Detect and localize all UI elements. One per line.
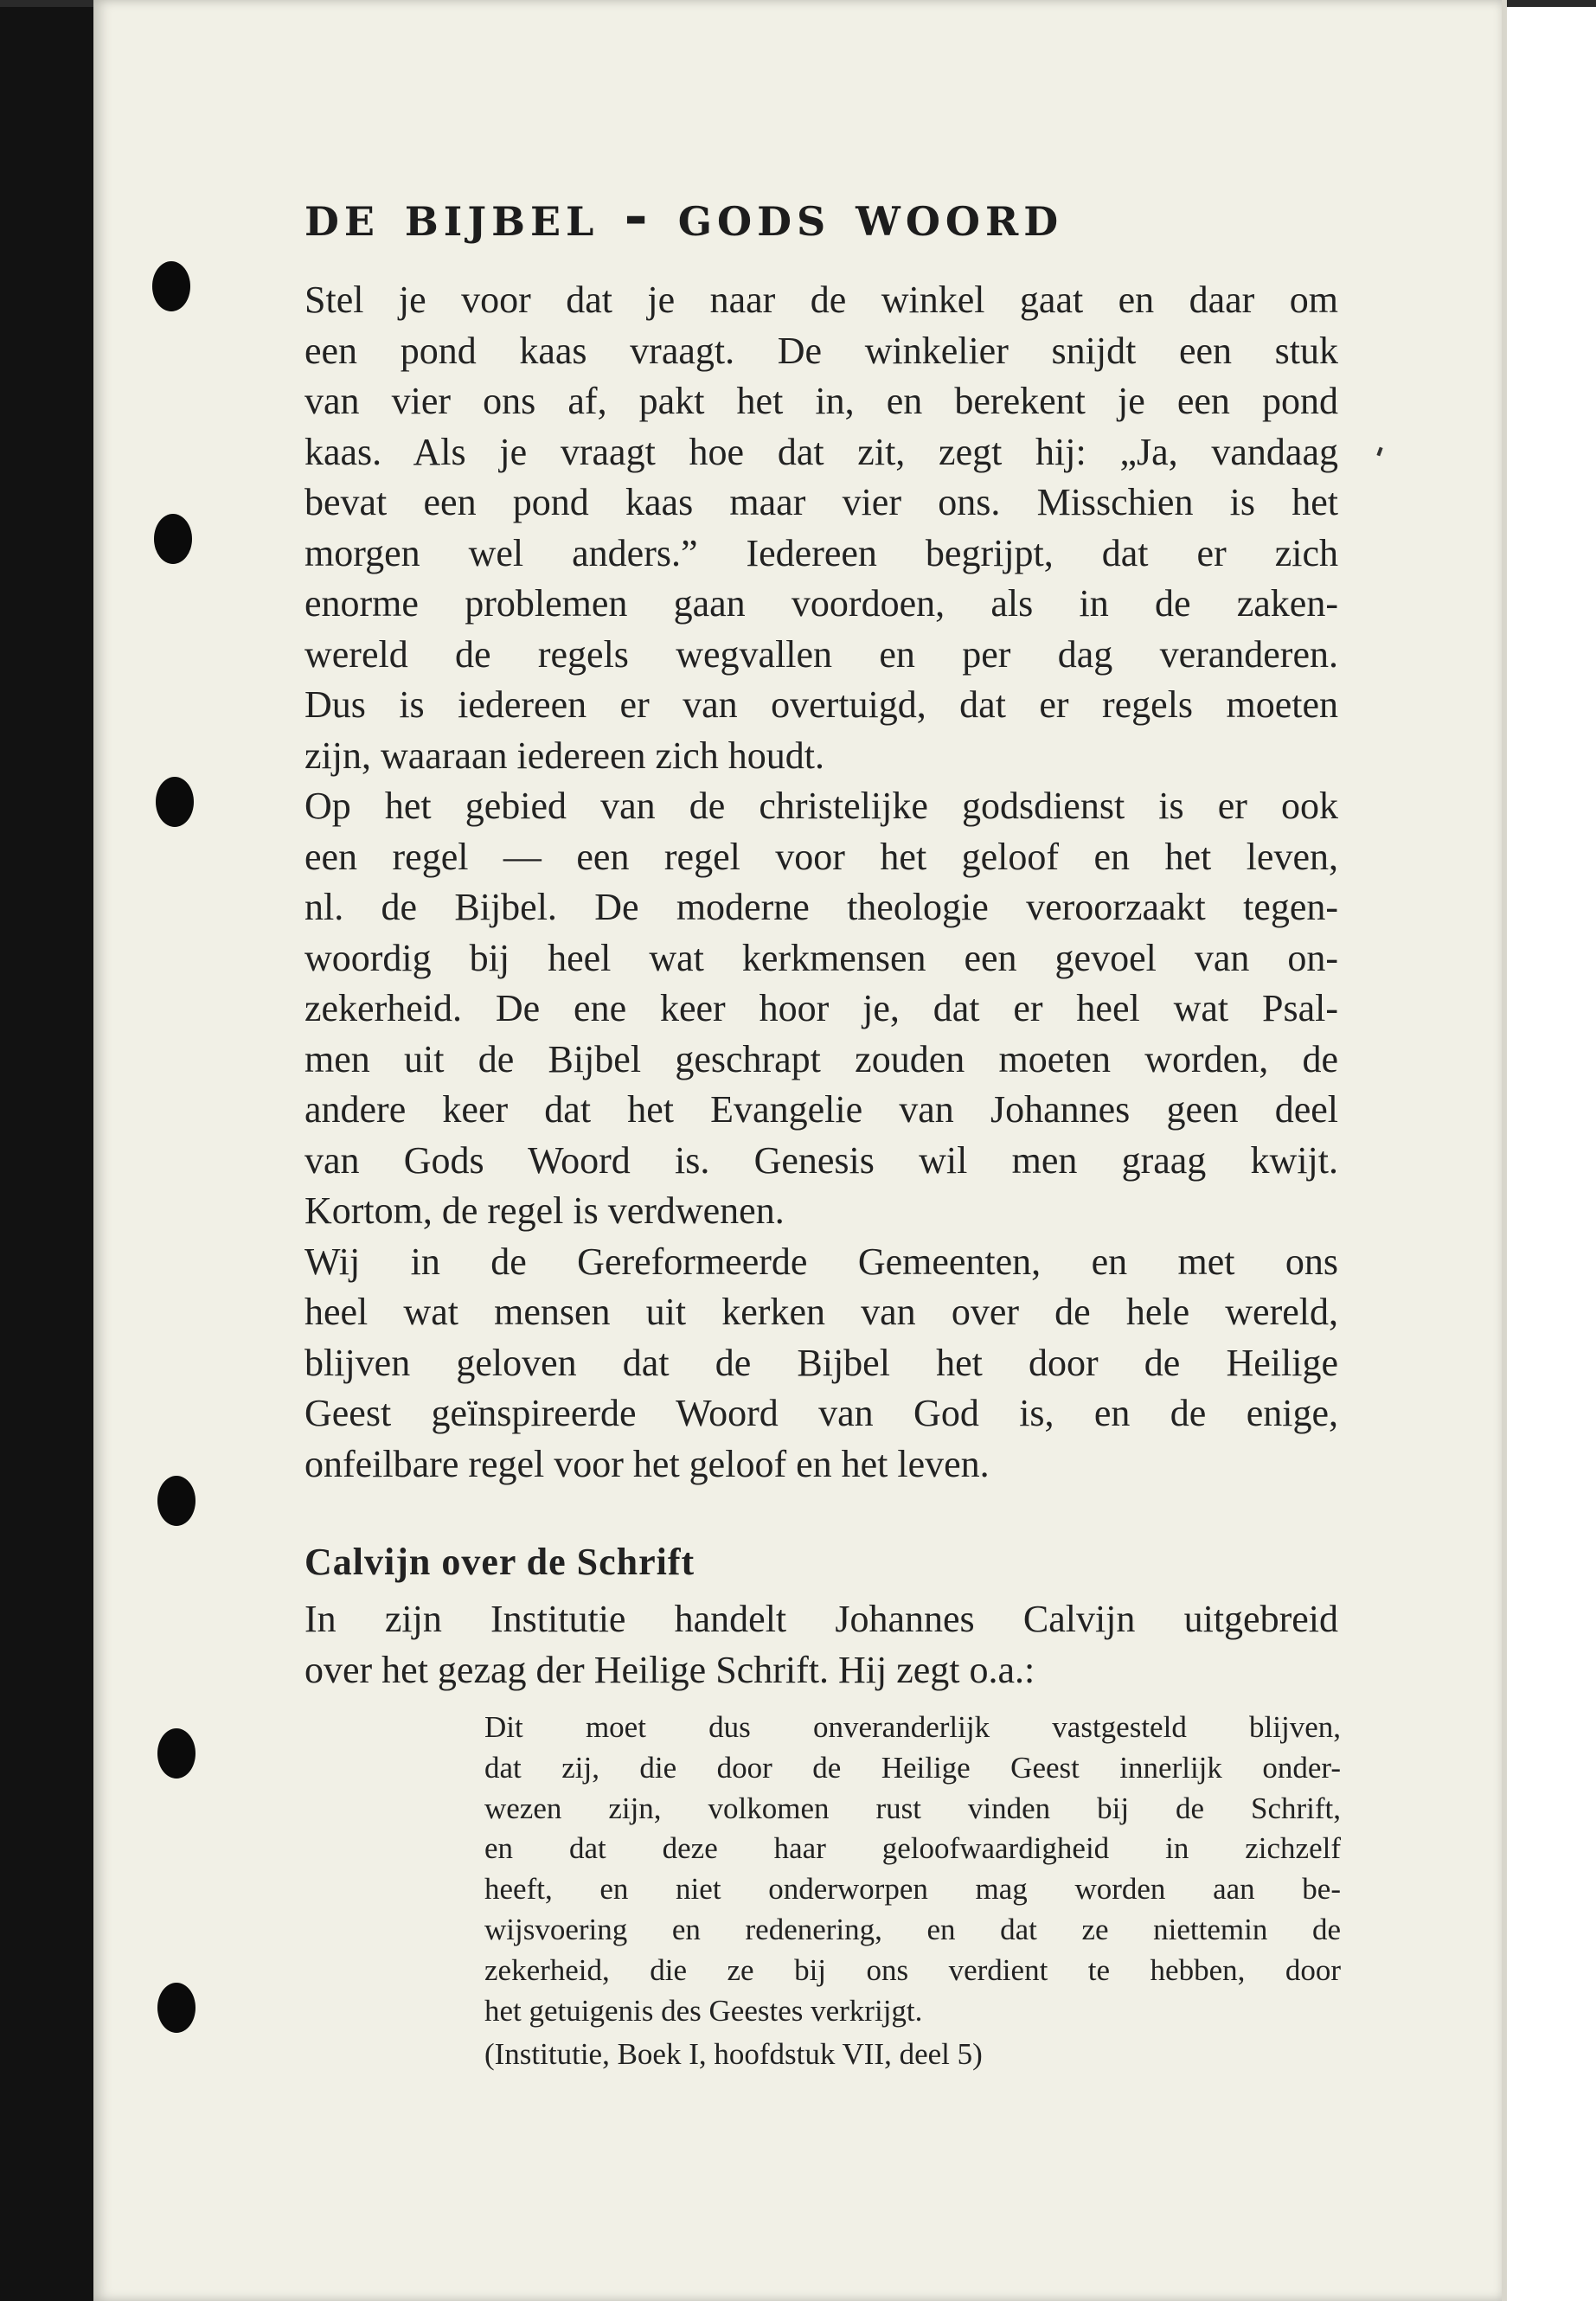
text-line: Wij in de Gereformeerde Gemeenten, en met ons xyxy=(304,1240,1338,1283)
text-line: Op het gebied van de christelijke godsdienst is er ook xyxy=(304,785,1338,827)
quote-line: Dit moet dus onveranderlijk vastgesteld blijven, xyxy=(484,1710,1341,1744)
text-line: zekerheid. De ene keer hoor je, dat er heel wat Psal- xyxy=(304,987,1338,1029)
quote-line: zekerheid, die ze bij ons verdient te hebben, door xyxy=(484,1952,1341,1987)
paragraph-intro xyxy=(304,275,1338,781)
quote-line: en dat deze haar geloofwaardigheid in zichzelf xyxy=(484,1831,1341,1866)
quote-line: heeft, en niet onderworpen mag worden aan be- xyxy=(484,1872,1341,1907)
text-line: Geest geïnspireerde Woord van God is, en de enige, xyxy=(304,1392,1338,1434)
binder-hole-1 xyxy=(152,261,190,311)
binder-hole-2 xyxy=(154,514,192,564)
binder-hole-3 xyxy=(156,777,194,827)
text-line: Stel je voor dat je naar de winkel gaat en daar om xyxy=(304,279,1338,321)
binder-hole-6 xyxy=(157,1983,195,2033)
quote-citation: (Institutie, Boek I, hoofdstuk VII, deel 5) xyxy=(484,2037,983,2072)
text-line: Kortom, de regel is verdwenen. xyxy=(304,1189,785,1232)
paragraph-second xyxy=(304,781,1338,1237)
quote-line: het getuigenis des Geestes verkrijgt. xyxy=(484,1993,923,2028)
text-line: enorme problemen gaan voordoen, als in de zaken- xyxy=(304,582,1338,625)
section-heading: Calvijn over de Schrift xyxy=(304,1541,695,1583)
text-line: kaas. Als je vraagt hoe dat zit, zegt hij: „Ja, vandaag xyxy=(304,430,1338,473)
text-line: van Gods Woord is. Genesis wil men graag kwijt. xyxy=(304,1138,1338,1182)
text-line: In zijn Institutie handelt Johannes Calvijn uitgebreid xyxy=(304,1598,1338,1640)
text-line: wereld de regels wegvallen en per dag veranderen. xyxy=(304,632,1338,676)
block-quote xyxy=(484,1708,1341,2031)
text-line: van vier ons af, pakt het in, en berekent je een pond xyxy=(304,380,1338,422)
text-line: Dus is iedereen er van overtuigd, dat er regels moeten xyxy=(304,683,1338,726)
text-line: een regel — een regel voor het geloof en het leven, xyxy=(304,835,1338,878)
text-line: een pond kaas vraagt. De winkelier snijdt een stuk xyxy=(304,329,1338,372)
text-line: bevat een pond kaas maar vier ons. Misschien is het xyxy=(304,481,1338,523)
page-title: de bijbel - gods woord xyxy=(304,182,1064,249)
quote-line: wijsvoering en redenering, en dat ze niettemin de xyxy=(484,1912,1341,1946)
page-edge xyxy=(1502,0,1507,2301)
text-line: morgen wel anders.” Iedereen begrijpt, dat er zich xyxy=(304,531,1338,574)
text-line: over het gezag der Heilige Schrift. Hij zegt o.a.: xyxy=(304,1648,1035,1691)
quote-line: dat zij, die door de Heilige Geest innerlijk onder- xyxy=(484,1750,1341,1785)
paragraph-third xyxy=(304,1237,1338,1490)
text-line: woordig bij heel wat kerkmensen een gevoel van on- xyxy=(304,936,1338,979)
text-line: heel wat mensen uit kerken van over de hele wereld, xyxy=(304,1291,1338,1333)
binder-hole-4 xyxy=(157,1476,195,1526)
quote-line: wezen zijn, volkomen rust vinden bij de Schrift, xyxy=(484,1791,1341,1825)
text-line: onfeilbare regel voor het geloof en het leven. xyxy=(304,1442,990,1485)
binder-hole-5 xyxy=(157,1728,195,1779)
text-line: nl. de Bijbel. De moderne theologie veroorzaakt tegen- xyxy=(304,886,1338,928)
text-line: blijven geloven dat de Bijbel het door de Heilige xyxy=(304,1341,1338,1384)
scan-background-left xyxy=(0,0,95,2301)
text-line: men uit de Bijbel geschrapt zouden moeten worden, de xyxy=(304,1037,1338,1080)
paragraph-calvin-intro xyxy=(304,1594,1338,1695)
article xyxy=(304,182,1341,2075)
text-line: zijn, waaraan iedereen zich houdt. xyxy=(304,734,825,777)
text-line: andere keer dat het Evangelie van Johannes geen deel xyxy=(304,1088,1338,1131)
